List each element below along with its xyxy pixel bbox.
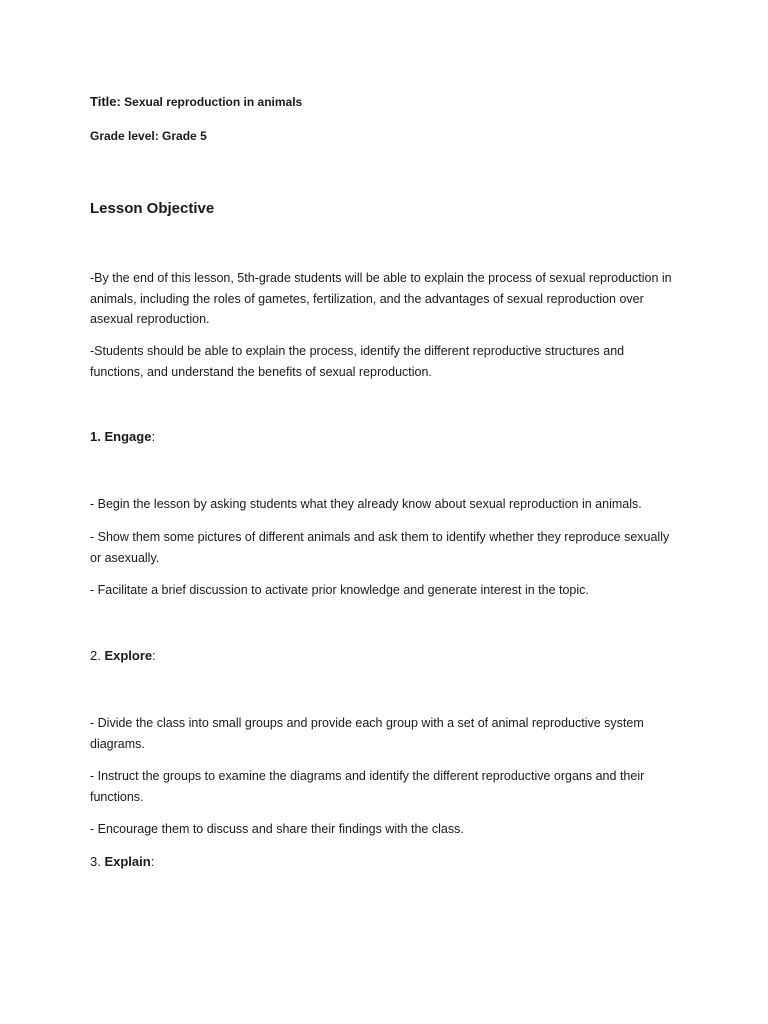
objective-paragraph: -By the end of this lesson, 5th-grade students will be able to explain the process of sexual reproduction in animals, including the roles of gametes, fertilization, and the advantages of sexual reproduction over asexual reproduction. xyxy=(90,271,672,326)
step-colon: : xyxy=(152,648,156,663)
explore-item: - Encourage them to discuss and share their findings with the class. xyxy=(90,822,464,836)
step-number: 3. xyxy=(90,854,101,869)
title-value: Sexual reproduction in animals xyxy=(124,95,303,109)
engage-item: - Begin the lesson by asking students what they already know about sexual reproduction in animals. xyxy=(90,497,642,511)
step-number: 1. xyxy=(90,429,101,444)
title-label: Title: xyxy=(90,94,121,109)
grade-label: Grade level: xyxy=(90,129,159,143)
document-title xyxy=(90,94,302,109)
objective-paragraph: -Students should be able to explain the process, identify the different reproductive structures and functions, and understand the benefits of sexual reproduction. xyxy=(90,344,625,379)
grade-level xyxy=(90,129,207,143)
step-colon: : xyxy=(151,429,156,444)
step-name: Explore xyxy=(104,648,153,663)
engage-item: - Show them some pictures of different animals and ask them to identify whether they reproduce sexually or asexually. xyxy=(90,530,670,565)
step-name: Engage xyxy=(104,429,152,444)
step-heading-explore xyxy=(90,648,156,663)
step-number: 2. xyxy=(90,648,101,663)
grade-value: Grade 5 xyxy=(162,129,207,143)
step-name: Explain xyxy=(104,854,151,869)
step-heading-engage xyxy=(90,429,155,444)
lesson-objective-heading: Lesson Objective xyxy=(90,200,215,217)
explore-item: - Instruct the groups to examine the diagrams and identify the different reproductive organs and their functions. xyxy=(90,769,645,804)
engage-item: - Facilitate a brief discussion to activate prior knowledge and generate interest in the topic. xyxy=(90,583,589,597)
step-heading-explain xyxy=(90,854,154,869)
explore-item: - Divide the class into small groups and provide each group with a set of animal reproductive system diagrams. xyxy=(90,716,644,751)
step-colon: : xyxy=(150,854,155,869)
